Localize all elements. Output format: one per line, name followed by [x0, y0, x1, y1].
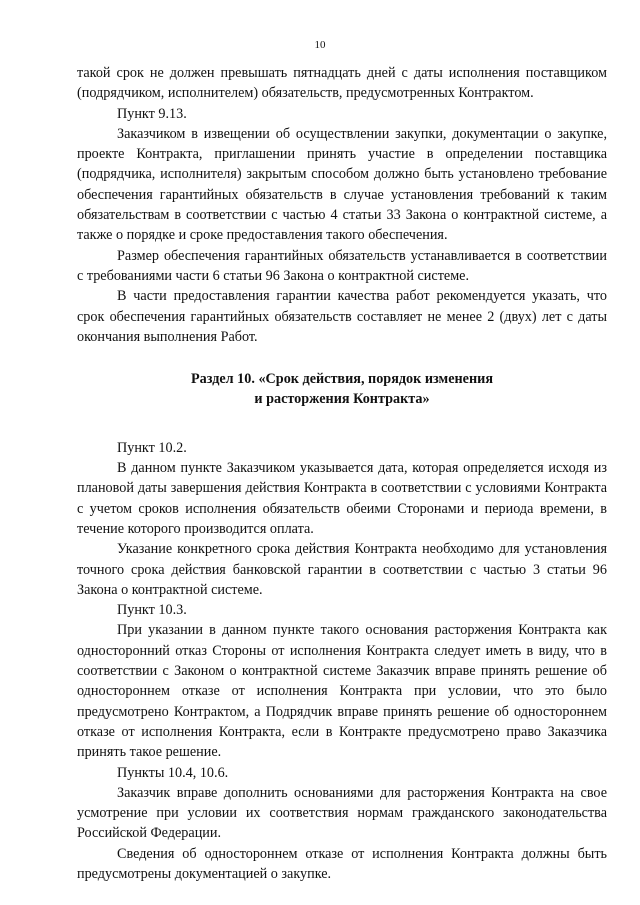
paragraph: Размер обеспечения гарантийных обязательств устанавливается в соответствии с требованиями части 6 статьи 96 Закона о контрактной системе.	[77, 247, 607, 284]
document-body	[77, 63, 607, 884]
clause-label: Пункт 10.2.	[117, 439, 187, 456]
paragraph-continuation: такой срок не должен превышать пятнадцать дней с даты исполнения поставщиком (подрядчиком, исполнителем) обязательств, предусмотренных Контрактом.	[77, 65, 607, 102]
paragraph: В части предоставления гарантии качества работ рекомендуется указать, что срок обеспечения гарантийных обязательств составляет не менее 2 (двух) лет с даты окончания выполнения Работ.	[77, 288, 607, 345]
paragraph: Указание конкретного срока действия Контракта необходимо для установления точного срока действия банковской гарантии в соответствии с частью 3 статьи 96 Закона о контрактной системе.	[77, 541, 607, 598]
clause-label: Пункт 10.3.	[117, 602, 187, 619]
page-number: 10	[314, 39, 326, 51]
section-10-text	[77, 438, 607, 885]
section-heading-line-2: и расторжения Контракта»	[254, 391, 430, 408]
paragraph: Заказчиком в извещении об осуществлении закупки, документации о закупке, проекте Контракта, приглашении принять участие в определении поставщика (подрядчика, исполнителя) закрытым способом должно быть установлено требование обеспечения гарантийных обязательств в случае установления требований к таким обязательствам в соответствии с частью 4 статьи 33 Закона о контрактной системе, а также о порядке и сроке предоставления такого обеспечения.	[77, 125, 607, 244]
clause-label: Пункты 10.4, 10.6.	[117, 764, 229, 781]
section-9-text	[77, 63, 607, 347]
paragraph: Сведения об одностороннем отказе от исполнения Контракта должны быть предусмотрены документацией о закупке.	[77, 845, 607, 882]
clause-label: Пункт 9.13.	[117, 105, 187, 122]
paragraph: При указании в данном пункте такого основания расторжения Контракта как односторонний отказ Стороны от исполнения Контракта следует иметь в виду, что в соответствии с Законом о контрактной системе Заказчик вправе принять решение об одностороннем отказе от исполнения Контракта при условии, что это было предусмотрено Контрактом, а Подрядчик вправе принять решение об одностороннем отказе от исполнения Контракта, если в Контракте предусмотрено право Заказчика принять такое решение.	[77, 622, 607, 761]
section-heading	[77, 369, 607, 410]
paragraph: Заказчик вправе дополнить основаниями для расторжения Контракта на свое усмотрение при условии их соответствия нормам гражданского законодательства Российской Федерации.	[77, 784, 607, 842]
paragraph: В данном пункте Заказчиком указывается дата, которая определяется исходя из плановой даты завершения действия Контракта в соответствии с условиями Контракта с учетом сроков исполнения обязательств обеими Сторонами и периода времени, в течение которого производится оплата.	[77, 460, 607, 537]
section-heading-line-1: Раздел 10. «Срок действия, порядок изменения	[191, 371, 493, 388]
